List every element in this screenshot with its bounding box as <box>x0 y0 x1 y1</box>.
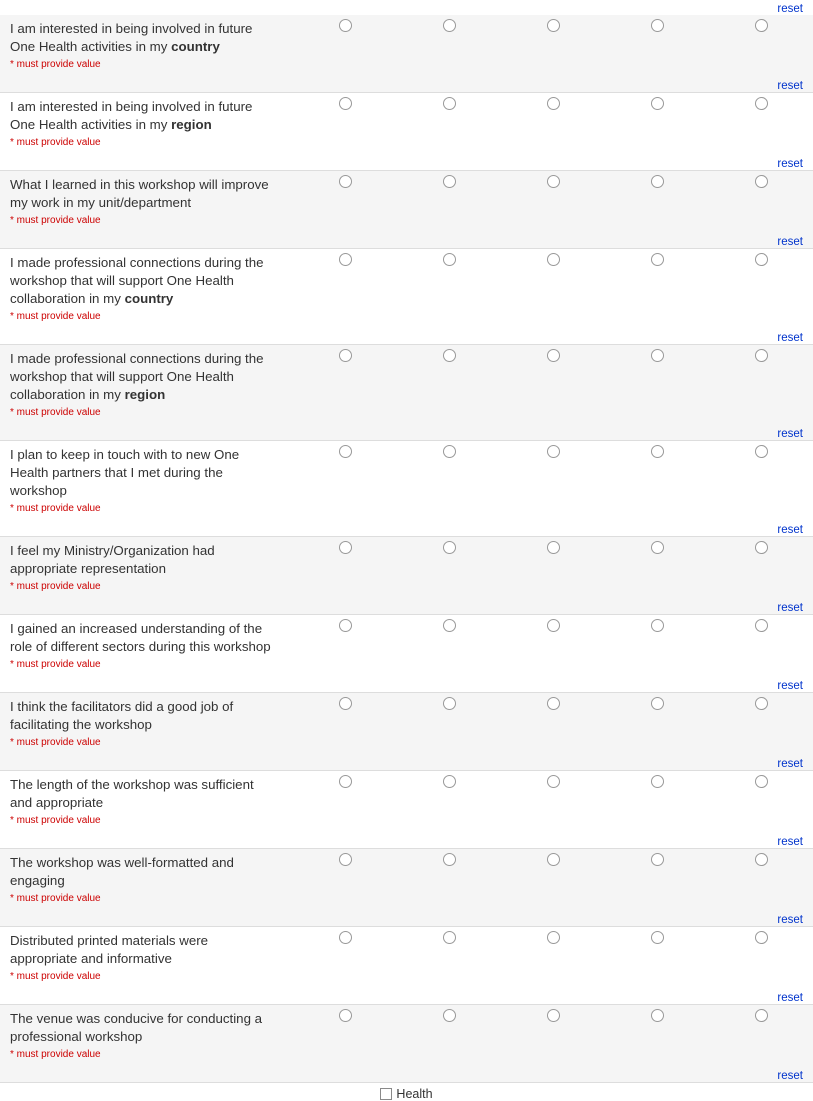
option-group <box>293 93 813 110</box>
radio-button[interactable] <box>547 19 560 32</box>
radio-button[interactable] <box>547 175 560 188</box>
radio-button[interactable] <box>755 931 768 944</box>
option-cell[interactable] <box>293 1009 397 1022</box>
option-group <box>293 1005 813 1022</box>
option-cell[interactable] <box>501 97 605 110</box>
reset-bar <box>0 77 813 92</box>
reset-link[interactable]: reset <box>777 3 803 15</box>
option-cell[interactable] <box>709 541 813 554</box>
option-cell[interactable] <box>293 853 397 866</box>
option-cell[interactable] <box>397 541 501 554</box>
option-cell[interactable] <box>709 697 813 710</box>
reset-link[interactable]: reset <box>777 80 803 92</box>
matrix-row-body <box>0 93 813 155</box>
reset-link[interactable]: reset <box>777 992 803 1004</box>
question-text: I made professional connections during the workshop that will support One Health collaboration in my <box>10 255 264 306</box>
radio-button[interactable] <box>443 541 456 554</box>
question-text-emphasis: region <box>124 387 166 402</box>
option-cell[interactable] <box>293 19 397 32</box>
option-cell[interactable] <box>397 775 501 788</box>
option-group <box>293 615 813 632</box>
reset-link[interactable]: reset <box>777 524 803 536</box>
option-cell[interactable] <box>605 445 709 458</box>
required-note: * must provide value <box>10 581 101 592</box>
radio-button[interactable] <box>339 19 352 32</box>
option-group <box>293 693 813 710</box>
radio-button[interactable] <box>755 697 768 710</box>
radio-button[interactable] <box>755 253 768 266</box>
option-cell[interactable] <box>397 619 501 632</box>
matrix-row <box>0 537 813 615</box>
option-cell[interactable] <box>709 619 813 632</box>
option-cell[interactable] <box>605 19 709 32</box>
option-cell[interactable] <box>293 541 397 554</box>
radio-button[interactable] <box>339 1009 352 1022</box>
reset-link[interactable]: reset <box>777 332 803 344</box>
radio-button[interactable] <box>339 853 352 866</box>
radio-button[interactable] <box>547 349 560 362</box>
radio-button[interactable] <box>443 853 456 866</box>
radio-button[interactable] <box>547 541 560 554</box>
radio-button[interactable] <box>755 97 768 110</box>
radio-button[interactable] <box>651 253 664 266</box>
matrix-row <box>0 249 813 345</box>
radio-button[interactable] <box>651 853 664 866</box>
question-text-emphasis: region <box>171 117 212 132</box>
checkbox-icon[interactable] <box>380 1088 392 1100</box>
matrix-row-body <box>0 771 813 833</box>
radio-button[interactable] <box>755 19 768 32</box>
required-note: * must provide value <box>10 59 101 70</box>
radio-button[interactable] <box>339 619 352 632</box>
option-group <box>293 441 813 458</box>
option-cell[interactable] <box>501 253 605 266</box>
option-cell[interactable] <box>293 775 397 788</box>
question-label <box>0 15 293 77</box>
radio-button[interactable] <box>755 619 768 632</box>
reset-bar <box>0 155 813 170</box>
question-text: I think the facilitators did a good job of facilitating the workshop <box>10 699 234 732</box>
option-cell[interactable] <box>397 931 501 944</box>
option-cell[interactable] <box>397 97 501 110</box>
matrix-row <box>0 441 813 537</box>
radio-button[interactable] <box>651 175 664 188</box>
radio-button[interactable] <box>339 253 352 266</box>
question-text: The workshop was well-formatted and engaging <box>10 855 234 888</box>
option-cell[interactable] <box>709 253 813 266</box>
matrix-row <box>0 1005 813 1083</box>
radio-button[interactable] <box>651 775 664 788</box>
radio-button[interactable] <box>443 19 456 32</box>
question-text: I plan to keep in touch with to new One Health partners that I met during the workshop <box>10 447 240 498</box>
option-cell[interactable] <box>605 349 709 362</box>
option-group <box>293 15 813 32</box>
matrix-row <box>0 171 813 249</box>
radio-button[interactable] <box>443 619 456 632</box>
option-cell[interactable] <box>709 931 813 944</box>
required-note: * must provide value <box>10 971 101 982</box>
option-cell[interactable] <box>501 445 605 458</box>
radio-button[interactable] <box>755 1009 768 1022</box>
option-cell[interactable] <box>501 853 605 866</box>
reset-bar <box>0 989 813 1004</box>
required-note: * must provide value <box>10 137 101 148</box>
option-cell[interactable] <box>397 175 501 188</box>
radio-button[interactable] <box>443 349 456 362</box>
option-group <box>293 171 813 188</box>
required-note: * must provide value <box>10 407 101 418</box>
reset-link[interactable]: reset <box>777 428 803 440</box>
reset-bar <box>0 233 813 248</box>
reset-link[interactable]: reset <box>777 602 803 614</box>
matrix-row <box>0 849 813 927</box>
required-note: * must provide value <box>10 737 101 748</box>
option-group <box>293 927 813 944</box>
option-cell[interactable] <box>709 853 813 866</box>
reset-bar <box>0 677 813 692</box>
radio-button[interactable] <box>547 853 560 866</box>
radio-button[interactable] <box>339 175 352 188</box>
radio-button[interactable] <box>443 931 456 944</box>
question-label <box>0 171 293 233</box>
option-cell[interactable] <box>293 619 397 632</box>
question-label <box>0 249 293 329</box>
option-cell[interactable] <box>709 1009 813 1022</box>
radio-button[interactable] <box>651 541 664 554</box>
radio-button[interactable] <box>755 175 768 188</box>
matrix-row-body <box>0 1005 813 1067</box>
question-label <box>0 771 293 833</box>
option-cell[interactable] <box>709 775 813 788</box>
matrix-row-body <box>0 849 813 911</box>
reset-link[interactable]: reset <box>777 236 803 248</box>
option-cell[interactable] <box>293 445 397 458</box>
option-cell[interactable] <box>709 19 813 32</box>
option-cell[interactable] <box>501 931 605 944</box>
reset-link[interactable]: reset <box>777 914 803 926</box>
question-label <box>0 93 293 155</box>
required-note: * must provide value <box>10 659 101 670</box>
matrix-row-body <box>0 171 813 233</box>
option-group <box>293 345 813 362</box>
option-cell[interactable] <box>293 931 397 944</box>
option-cell[interactable] <box>293 697 397 710</box>
reset-bar <box>0 1067 813 1082</box>
option-cell[interactable] <box>501 697 605 710</box>
option-cell[interactable] <box>605 775 709 788</box>
question-text-emphasis: country <box>124 291 174 306</box>
radio-button[interactable] <box>651 619 664 632</box>
option-cell[interactable] <box>605 931 709 944</box>
radio-button[interactable] <box>443 445 456 458</box>
option-cell[interactable] <box>709 97 813 110</box>
radio-button[interactable] <box>339 697 352 710</box>
reset-bar <box>0 521 813 536</box>
radio-button[interactable] <box>651 1009 664 1022</box>
matrix-row-body <box>0 537 813 599</box>
radio-button[interactable] <box>339 349 352 362</box>
required-note: * must provide value <box>10 311 101 322</box>
option-cell[interactable] <box>501 349 605 362</box>
question-text: I made professional connections during the workshop that will support One Health collaboration in my <box>10 351 264 402</box>
reset-link[interactable]: reset <box>777 836 803 848</box>
matrix-row <box>0 15 813 93</box>
option-cell[interactable] <box>501 175 605 188</box>
option-cell[interactable] <box>397 853 501 866</box>
footer-checkbox-label: Health <box>396 1087 433 1101</box>
question-text: Distributed printed materials were appropriate and informative <box>10 933 209 966</box>
radio-button[interactable] <box>547 97 560 110</box>
matrix-row-body <box>0 15 813 77</box>
radio-button[interactable] <box>339 445 352 458</box>
radio-button[interactable] <box>755 445 768 458</box>
option-cell[interactable] <box>709 445 813 458</box>
question-label <box>0 441 293 521</box>
option-cell[interactable] <box>501 775 605 788</box>
option-cell[interactable] <box>709 175 813 188</box>
radio-button[interactable] <box>339 931 352 944</box>
radio-button[interactable] <box>443 775 456 788</box>
required-note: * must provide value <box>10 503 101 514</box>
matrix-row <box>0 93 813 171</box>
radio-button[interactable] <box>547 775 560 788</box>
question-text: I am interested in being involved in future One Health activities in my <box>10 21 253 54</box>
question-text: The length of the workshop was sufficient and appropriate <box>10 777 254 810</box>
option-cell[interactable] <box>397 19 501 32</box>
radio-button[interactable] <box>339 541 352 554</box>
radio-button[interactable] <box>651 97 664 110</box>
required-note: * must provide value <box>10 893 101 904</box>
matrix-row <box>0 615 813 693</box>
reset-bar <box>0 755 813 770</box>
radio-button[interactable] <box>443 1009 456 1022</box>
matrix-row-body <box>0 345 813 425</box>
question-text: I gained an increased understanding of the role of different sectors during this workshop <box>10 621 271 654</box>
radio-button[interactable] <box>547 697 560 710</box>
option-cell[interactable] <box>605 1009 709 1022</box>
question-label <box>0 537 293 599</box>
option-cell[interactable] <box>501 1009 605 1022</box>
radio-button[interactable] <box>339 775 352 788</box>
option-cell[interactable] <box>605 853 709 866</box>
reset-bar <box>0 833 813 848</box>
reset-link[interactable]: reset <box>777 1070 803 1082</box>
matrix-row <box>0 345 813 441</box>
radio-button[interactable] <box>651 931 664 944</box>
question-text: The venue was conducive for conducting a professional workshop <box>10 1011 263 1044</box>
reset-link[interactable]: reset <box>777 680 803 692</box>
matrix-row <box>0 927 813 1005</box>
radio-button[interactable] <box>339 97 352 110</box>
option-cell[interactable] <box>397 697 501 710</box>
reset-bar-top <box>0 0 813 15</box>
radio-button[interactable] <box>755 349 768 362</box>
option-group <box>293 849 813 866</box>
matrix-row-body <box>0 927 813 989</box>
option-group <box>293 537 813 554</box>
question-text: What I learned in this workshop will improve my work in my unit/department <box>10 177 269 210</box>
option-group <box>293 249 813 266</box>
option-cell[interactable] <box>397 1009 501 1022</box>
reset-bar <box>0 599 813 614</box>
radio-button[interactable] <box>755 853 768 866</box>
radio-button[interactable] <box>443 253 456 266</box>
question-label <box>0 615 293 677</box>
footer-checkbox-group[interactable] <box>380 1087 432 1101</box>
question-text-emphasis: country <box>171 39 220 54</box>
option-cell[interactable] <box>397 445 501 458</box>
question-label <box>0 345 293 425</box>
radio-button[interactable] <box>443 175 456 188</box>
matrix-row-body <box>0 693 813 755</box>
radio-button[interactable] <box>755 541 768 554</box>
reset-bar <box>0 425 813 440</box>
option-cell[interactable] <box>605 697 709 710</box>
matrix-row-body <box>0 441 813 521</box>
option-cell[interactable] <box>605 175 709 188</box>
option-cell[interactable] <box>501 619 605 632</box>
radio-button[interactable] <box>547 931 560 944</box>
required-note: * must provide value <box>10 215 101 226</box>
option-cell[interactable] <box>293 175 397 188</box>
question-label <box>0 693 293 755</box>
radio-button[interactable] <box>443 697 456 710</box>
reset-bar <box>0 911 813 926</box>
radio-button[interactable] <box>651 697 664 710</box>
option-cell[interactable] <box>293 97 397 110</box>
radio-button[interactable] <box>651 19 664 32</box>
question-text: I feel my Ministry/Organization had appropriate representation <box>10 543 215 576</box>
footer-partial-row <box>0 1083 813 1101</box>
radio-button[interactable] <box>547 619 560 632</box>
matrix-row <box>0 771 813 849</box>
option-cell[interactable] <box>605 97 709 110</box>
question-label <box>0 1005 293 1067</box>
option-cell[interactable] <box>293 349 397 362</box>
matrix-row-body <box>0 615 813 677</box>
option-group <box>293 771 813 788</box>
option-cell[interactable] <box>605 253 709 266</box>
option-cell[interactable] <box>397 349 501 362</box>
required-note: * must provide value <box>10 1049 101 1060</box>
radio-button[interactable] <box>547 253 560 266</box>
reset-link[interactable]: reset <box>777 758 803 770</box>
option-cell[interactable] <box>293 253 397 266</box>
question-label <box>0 927 293 989</box>
radio-button[interactable] <box>443 97 456 110</box>
required-note: * must provide value <box>10 815 101 826</box>
option-cell[interactable] <box>709 349 813 362</box>
matrix-row-body <box>0 249 813 329</box>
option-cell[interactable] <box>605 541 709 554</box>
question-text: I am interested in being involved in future One Health activities in my <box>10 99 253 132</box>
radio-button[interactable] <box>547 1009 560 1022</box>
option-cell[interactable] <box>501 541 605 554</box>
matrix-row <box>0 693 813 771</box>
option-cell[interactable] <box>605 619 709 632</box>
radio-button[interactable] <box>651 445 664 458</box>
question-label <box>0 849 293 911</box>
radio-button[interactable] <box>651 349 664 362</box>
option-cell[interactable] <box>501 19 605 32</box>
option-cell[interactable] <box>397 253 501 266</box>
reset-bar <box>0 329 813 344</box>
radio-button[interactable] <box>547 445 560 458</box>
reset-link[interactable]: reset <box>777 158 803 170</box>
radio-button[interactable] <box>755 775 768 788</box>
